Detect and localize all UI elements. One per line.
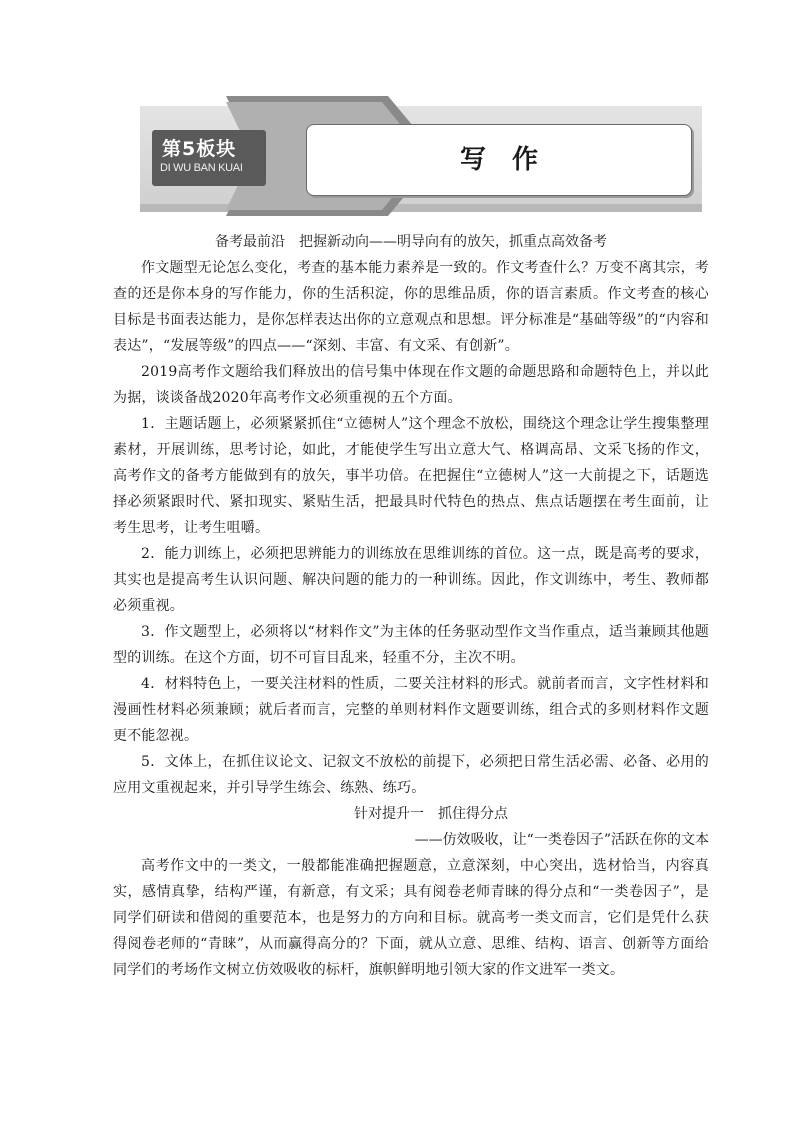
section-badge — [152, 130, 266, 186]
paragraph: 2．能力训练上，必须把思辨能力的训练放在思维训练的首位。这一点，既是高考的要求，其实也是提高考生认识问题、解决问题的能力的一种训练。因此，作文训练中，考生、教师都必须重视。 — [113, 546, 709, 614]
section-subtitle: ——仿效吸收，让“一类卷因子”活跃在你的文本 — [414, 832, 709, 848]
paragraph: 作文题型无论怎么变化，考查的基本能力素养是一致的。作文考查什么？万变不离其宗，考查的还是你本身的写作能力，你的生活积淀，你的思维品质，你的语言素质。作文考查的核心目标是书面表达能力，是你怎样表达出你的立意观点和思想。评分标准是“基础等级”的“内容和表达”，“发展等级”的四点——“深刻、丰富、有文采、有创新”。 — [113, 260, 709, 354]
paragraph: 1．主题话题上，必须紧紧抓住“立德树人”这个理念不放松，围绕这个理念让学生搜集整理素材，开展训练，思考讨论，如此，才能使学生写出立意大气、格调高昂、文采飞扬的作文，高考作文的备考方能做到有的放矢，事半功倍。在把握住“立德树人”这一大前提之下，话题选择必须紧跟时代、紧扣现实、紧贴生活，把最具时代特色的热点、焦点话题摆在考生面前，让考生思考，让考生咀嚼。 — [113, 416, 709, 536]
subheading: 备考最前沿 把握新动向——明导向有的放矢，抓重点高效备考 — [215, 234, 607, 250]
paragraph: 3．作文题型上，必须将以“材料作文”为主体的任务驱动型作文当作重点，适当兼顾其他题型的训练。在这个方面，切不可盲目乱来，轻重不分，主次不明。 — [113, 624, 709, 666]
paragraph: 2019高考作文题给我们释放出的信号集中体现在作文题的命题思路和命题特色上，并以此为据，谈谈备战2020年高考作文必须重视的五个方面。 — [113, 364, 709, 406]
document-body — [113, 229, 709, 983]
paragraph: 5．文体上，在抓住议论文、记叙文不放松的前提下，必须把日常生活必需、必备、必用的应用文重视起来，并引导学生练会、练熟、练巧。 — [113, 754, 709, 796]
page-title: 写作 — [459, 145, 564, 175]
badge-subtitle: DI WU BAN KUAI — [160, 162, 243, 174]
section-banner — [140, 96, 702, 216]
section-title: 针对提升一 抓住得分点 — [354, 806, 508, 822]
paragraph: 高考作文中的一类文，一般都能准确把握题意，立意深刻，中心突出，选材恰当，内容真实，感情真挚，结构严谨，有新意，有文采；具有阅卷老师青睐的得分点和“一类卷因子”，是同学们研读和借阅的重要范本，也是努力的方向和目标。就高考一类文而言，它们是凭什么获得阅卷老师的“青睐”，从而赢得高分的？下面，就从立意、思维、结构、语言、创新等方面给同学们的考场作文树立仿效吸收的标杆，旗帜鲜明地引领大家的作文进军一类文。 — [113, 858, 709, 978]
badge-title: 第5板块 — [162, 138, 237, 160]
title-box — [306, 124, 692, 196]
paragraph: 4．材料特色上，一要关注材料的性质，二要关注材料的形式。就前者而言，文字性材料和漫画性材料必须兼顾；就后者而言，完整的单则材料作文题要训练，组合式的多则材料作文题更不能忽视。 — [113, 676, 709, 744]
